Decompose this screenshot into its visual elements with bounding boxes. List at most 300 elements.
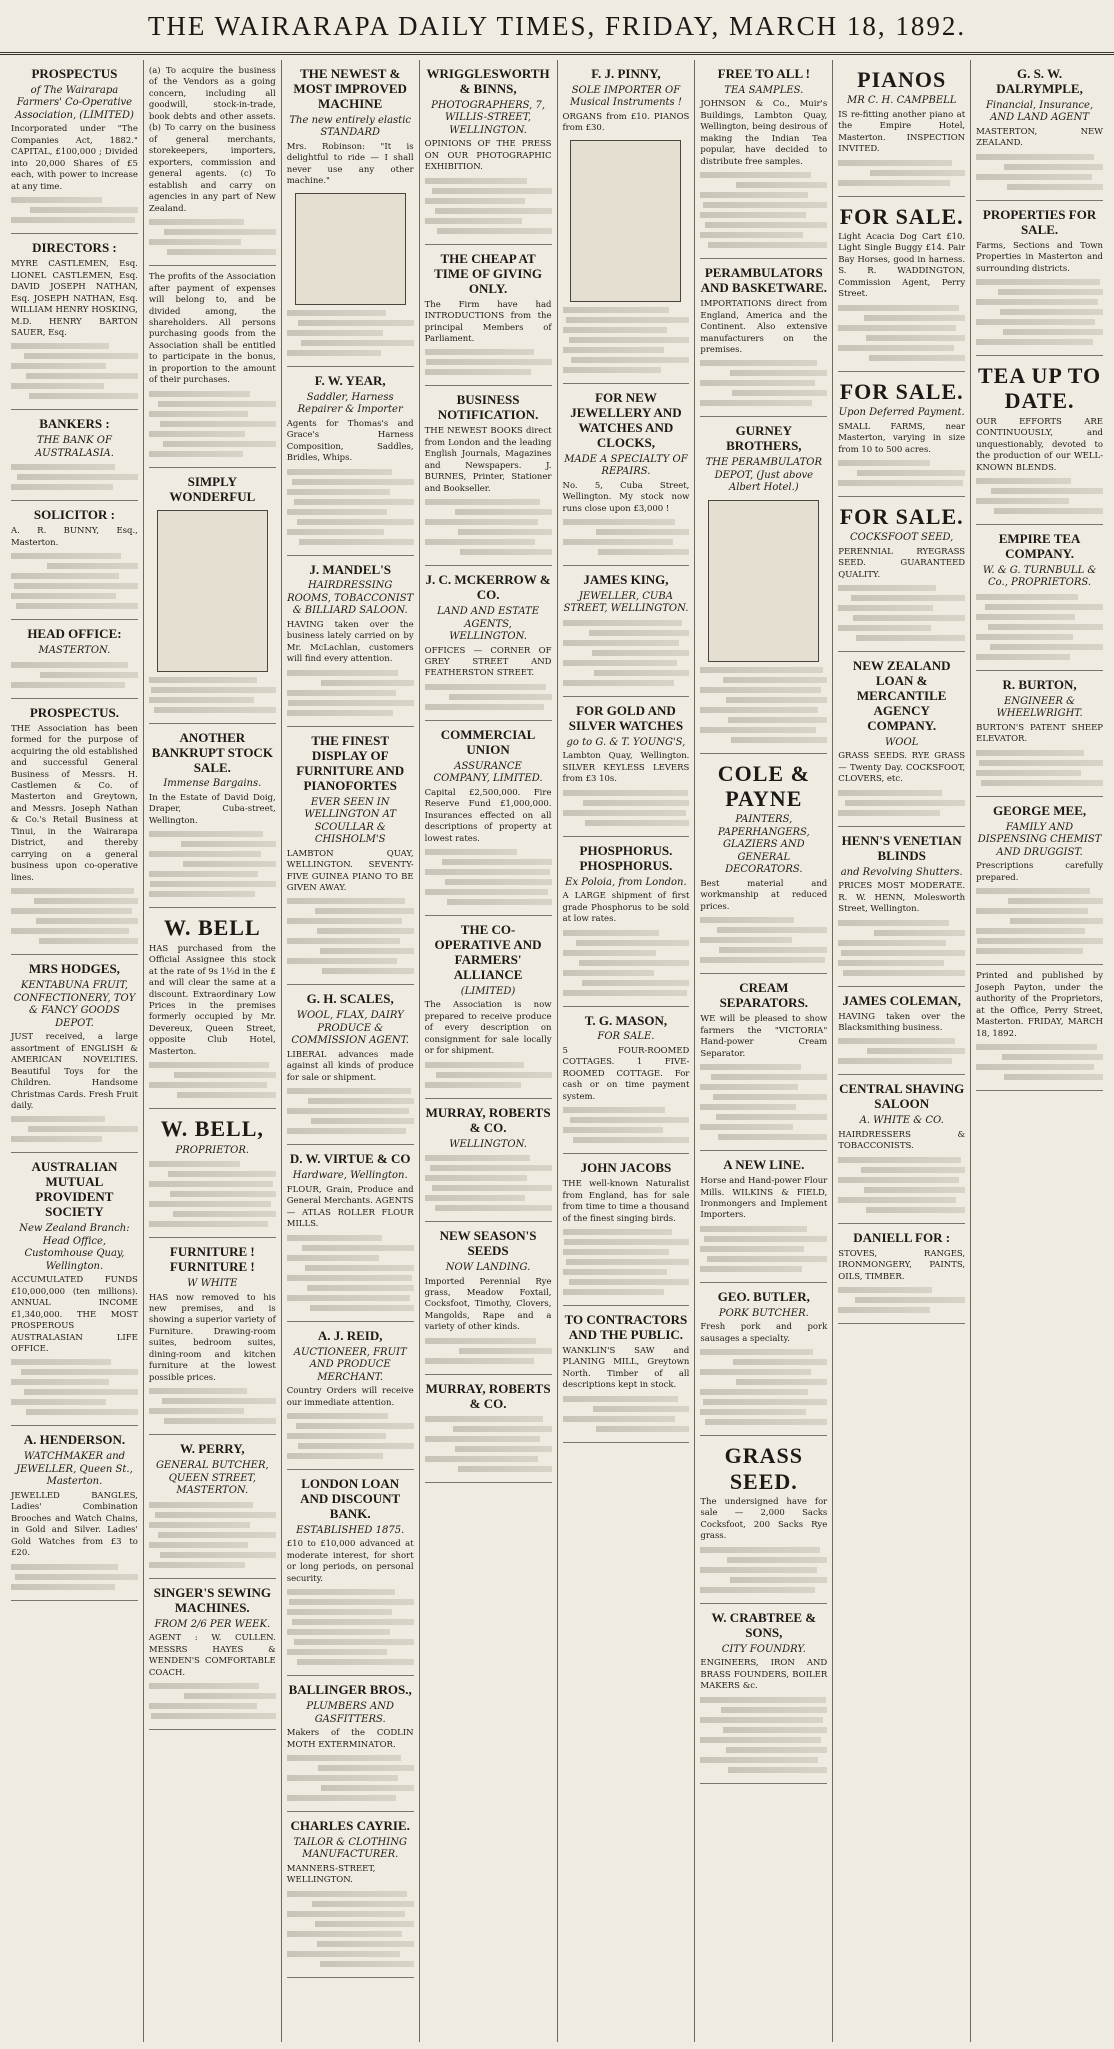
advertisement (425, 386, 552, 566)
masthead (0, 0, 1114, 55)
small-print (700, 1226, 827, 1272)
advertisement (11, 60, 138, 234)
ad-head: FOR SALE. (839, 378, 964, 404)
small-print (976, 478, 1103, 514)
engraving-illustration (157, 510, 268, 672)
small-print (149, 1161, 276, 1227)
ad-head: PERAMBULATORS AND BASKETWARE. (700, 265, 828, 296)
advertisement (11, 234, 138, 410)
ad-body: Farms, Sections and Town Properties in Masterton and surrounding districts. (976, 240, 1103, 274)
ad-head: THE CO-OPERATIVE AND FARMERS' ALLIANCE (434, 922, 542, 982)
ad-body: THE Association has been formed for the purpose of acquiring the old established and successful General Business of Messrs. H. Castlemen & Co. of Masterton and Greytown, and Messrs. Joseph Nathan & Co.'s Retail Business at Tinui, in the Wairarapa District, and thereby carrying on a general business upon co-operative lines. (11, 723, 138, 883)
small-print (838, 305, 965, 361)
ad-head: MURRAY, ROBERTS & CO. (425, 1104, 551, 1135)
small-print (838, 460, 965, 486)
small-print (838, 585, 965, 641)
ad-body: £10 to £10,000 advanced at moderate interest, for short or long periods, on personal security. (286, 1539, 414, 1584)
ad-sub: KENTABUNA FRUIT, CONFECTIONERY, TOY & FANCY GOODS DEPOT. (13, 980, 136, 1029)
small-print (149, 391, 276, 457)
ad-sub: ESTABLISHED 1875. (296, 1524, 405, 1536)
advertisement (287, 727, 414, 986)
column-7 (833, 60, 971, 2042)
ad-body: STOVES, RANGES, IRONMONGERY, PAINTS, OILS, TIMBER. (838, 1248, 966, 1282)
ad-body: Prescriptions carefully prepared. (976, 861, 1103, 883)
ad-sub: Upon Deferred Payment. (838, 407, 965, 419)
ad-sub: THE PERAMBULATOR DEPOT, (Just above Albert Hotel.) (705, 457, 822, 494)
ad-head: W. BELL (163, 915, 261, 941)
advertisement (700, 60, 827, 259)
small-print (700, 1697, 827, 1773)
advertisement (287, 1145, 414, 1321)
column-5 (558, 60, 696, 2042)
ad-body: BURTON'S PATENT SHEEP ELEVATOR. (976, 722, 1103, 745)
advertisement (149, 468, 276, 724)
ad-body: MASTERTON, NEW ZEALAND. (976, 126, 1103, 149)
ad-head: J. C. MCKERROW & CO. (425, 572, 551, 603)
ad-head: LONDON LOAN AND DISCOUNT BANK. (300, 1475, 401, 1521)
ad-head: GEORGE MEE, (992, 802, 1087, 818)
ad-body: Capital £2,500,000. Fire Reserve Fund £1,000,000. Insurances effected on all descriptions of property at lowest rates. (424, 787, 552, 844)
ad-sub: HAIRDRESSING ROOMS, TOBACCONIST & BILLIARD SALOON. (287, 580, 414, 617)
small-print (838, 1038, 965, 1064)
ad-body: HAVING taken over the business lately carried on by Mr. McLachlan, customers will find every attention. (286, 619, 414, 665)
small-print (287, 1413, 414, 1459)
ad-head: GRASS SEED. (724, 1443, 803, 1494)
advertisement (700, 259, 827, 417)
ad-sub: MASTERTON. (38, 645, 111, 657)
advertisement (838, 1224, 965, 1324)
advertisement (149, 1579, 276, 1730)
ad-body: OUR EFFORTS ARE CONTINUOUSLY, and unquestionably, devoted to the production of our WELL-KNOWN BLENDS. (976, 416, 1103, 473)
ad-body: Light Acacia Dog Cart £10. Light Single Buggy £14. Pair Bay Horses, good in harness. S. R. WADDINGTON, Commission Agent, Perry Street. (838, 231, 966, 300)
ad-head: NEW ZEALAND LOAN & MERCANTILE AGENCY COMPANY. (852, 658, 951, 733)
ad-sub: MR C. H. CAMPBELL (846, 95, 957, 107)
ad-head: A. J. REID, (317, 1327, 383, 1343)
ad-head: W. BELL, (160, 1116, 264, 1142)
ad-sub: FOR SALE. (597, 1031, 655, 1043)
small-print (838, 160, 965, 186)
advertisement (149, 1109, 276, 1238)
advertisement (149, 60, 276, 266)
ad-head: F. J. PINNY, (591, 66, 661, 81)
ad-head: HEAD OFFICE: (27, 626, 122, 642)
small-print (563, 790, 690, 826)
advertisement (11, 410, 138, 501)
small-print (838, 920, 965, 976)
ad-body: The profits of the Association after payment of expenses will belong to, and be divided among, the shareholders. All persons purchasing goods from the Association shall be entitled to participate in the bonus, in proportion to the amount of their purchases. (148, 272, 276, 386)
ad-sub: CITY FOUNDRY. (721, 1643, 806, 1655)
ad-sub: go to G. & T. YOUNG'S, (566, 736, 686, 748)
ad-body: Mrs. Robinson: "It is delightful to ride — I shall never use any other machine." (286, 141, 414, 187)
advertisement (563, 1007, 690, 1155)
small-print (11, 1359, 138, 1415)
ad-body: The undersigned have for sale — 2,000 Sacks Cocksfoot, 200 Sacks Rye grass. (700, 1496, 828, 1542)
ad-body: IS re-fitting another piano at the Empire Hotel, Masterton. INSPECTION INVITED. (838, 109, 966, 155)
small-print (287, 1589, 414, 1665)
small-print (425, 349, 552, 375)
ad-body: PRICES MOST MODERATE. R. W. HENN, Molesworth Street, Wellington. (838, 881, 966, 915)
advertisement (838, 60, 965, 197)
ad-head: ANOTHER BANKRUPT STOCK SALE. (151, 729, 273, 775)
ad-body: PERENNIAL RYEGRASS SEED. GUARANTEED QUALITY. (838, 546, 966, 580)
advertisement (287, 1470, 414, 1676)
ad-head: FOR GOLD AND SILVER WATCHES (568, 702, 684, 733)
small-print (425, 684, 552, 710)
small-print (425, 849, 552, 905)
ad-sub: Hardware, Wellington. (292, 1170, 408, 1182)
small-print (11, 197, 138, 223)
ad-sub: W WHITE (187, 1278, 238, 1290)
ad-sub: PORK BUTCHER. (718, 1307, 809, 1319)
advertisement (838, 652, 965, 827)
engraving-illustration (295, 193, 406, 305)
ad-body: IMPORTATIONS direct from England, America and the Continent. Also extensive manufacturers on the premises. (700, 299, 828, 355)
ad-head: D. W. VIRTUE & CO (289, 1151, 411, 1167)
small-print (287, 1088, 414, 1134)
ad-body: WE will be pleased to show farmers the "VICTORIA" Hand-power Cream Separator. (700, 1014, 828, 1059)
advertisement (563, 1306, 690, 1443)
ad-body: HAS purchased from the Official Assignee this stock at the rate of 9s 1½d in the £ and will clear the same at a discount. Extraordinary Low Prices in the premises formerly occupied by Mr. Devereux, Queen Street, opposite Club Hotel, Masterton. (148, 943, 276, 1057)
small-print (838, 1287, 965, 1313)
ad-sub: WOOL (885, 736, 919, 748)
ad-body: HAS now removed to his new premises, and is showing a superior variety of Furniture. Drawing-room suites, bedroom suites, dining-room and kitchen furniture at the lowest possible prices. (148, 1292, 276, 1383)
small-print (976, 1044, 1103, 1080)
ad-body: Imported Perennial Rye grass, Meadow Foxtail, Cocksfoot, Timothy, Clovers, Mangolds, Rape and a variety of other kinds. (424, 1276, 552, 1333)
ad-sub: WELLINGTON. (449, 1138, 527, 1150)
small-print (149, 1388, 276, 1424)
small-print (287, 1755, 414, 1801)
ad-head: TEA UP TO DATE. (978, 363, 1102, 414)
advertisement (700, 754, 827, 975)
ad-head: PHOSPHORUS. PHOSPHORUS. (579, 842, 673, 873)
advertisement (287, 1676, 414, 1812)
ad-body: Printed and published by Joseph Payton, under the authority of the Proprietors, at the Office, Perry Street, Masterton. FRIDAY, MARCH 18, 1892. (976, 971, 1103, 1039)
ad-head: AUSTRALIAN MUTUAL PROVIDENT SOCIETY (31, 1159, 118, 1220)
ad-head: MURRAY, ROBERTS & CO. (425, 1380, 551, 1411)
advertisement (425, 1222, 552, 1375)
ad-body: HAIRDRESSERS & TOBACCONISTS. (838, 1129, 966, 1152)
ad-sub: A. WHITE & CO. (859, 1115, 944, 1127)
ad-head: BUSINESS NOTIFICATION. (437, 392, 539, 423)
ad-sub: ASSURANCE COMPANY, LIMITED. (433, 760, 543, 785)
ad-sub: Immense Bargains. (163, 778, 262, 790)
advertisement (149, 724, 276, 909)
ad-sub: EVER SEEN IN WELLINGTON AT SCOULLAR & CHISHOLM'S (304, 796, 397, 846)
ad-head: G. S. W. DALRYMPLE, (996, 66, 1083, 96)
small-print (700, 917, 827, 963)
small-print (976, 888, 1103, 954)
ad-head: FOR SALE. (839, 203, 964, 229)
ad-body: Fresh pork and pork sausages a specialty. (700, 1322, 828, 1344)
small-print (700, 1064, 827, 1140)
advertisement (700, 1436, 827, 1603)
ad-body: ENGINEERS, IRON AND BRASS FOUNDERS, BOILER MAKERS &c. (700, 1658, 828, 1692)
ad-head: A NEW LINE. (723, 1157, 805, 1173)
small-print (425, 499, 552, 555)
ad-sub: (LIMITED) (460, 985, 516, 997)
ad-sub: FAMILY AND DISPENSING CHEMIST AND DRUGGIST. (977, 821, 1102, 858)
advertisement (149, 266, 276, 468)
advertisement (563, 60, 690, 384)
ad-head: SOLICITOR : (33, 507, 115, 523)
small-print (149, 831, 276, 897)
column-4 (420, 60, 558, 2042)
advertisement (838, 827, 965, 987)
masthead-title: THE WAIRARAPA DAILY TIMES, FRIDAY, MARCH 18, 1892. (147, 11, 967, 41)
small-print (563, 620, 690, 686)
ad-head: W. CRABTREE & SONS, (711, 1609, 817, 1640)
ad-head: TO CONTRACTORS AND THE PUBLIC. (564, 1312, 688, 1343)
advertisement (425, 1375, 552, 1483)
ad-sub: New Zealand Branch: Head Office, Customhouse Quay, Wellington. (19, 1223, 130, 1272)
ad-body: MYRE CASTLEMEN, Esq. LIONEL CASTLEMEN, Esq. DAVID JOSEPH NATHAN, Esq. JOSEPH NATHAN, Esq. WILLIAM HENRY HOSKING, M.D. HENRY BARTON SAUER, Esq. (11, 259, 138, 338)
advertisement (976, 201, 1103, 356)
advertisement (11, 955, 138, 1153)
advertisement (287, 556, 414, 727)
ad-sub: PROPRIETOR. (175, 1144, 250, 1156)
advertisement (287, 1812, 414, 1978)
advertisement (287, 1322, 414, 1470)
ad-body: SMALL FARMS, near Masterton, varying in size from 10 to 500 acres. (838, 421, 966, 455)
engraving-illustration (570, 140, 681, 302)
ad-head: DANIELL FOR : (853, 1229, 951, 1245)
ad-body: LIBERAL advances made against all kinds of produce for sale or shipment. (286, 1049, 414, 1083)
ad-head: GEO. BUTLER, (717, 1288, 810, 1304)
small-print (563, 930, 690, 996)
ad-head: R. BURTON, (1002, 676, 1077, 692)
ad-sub: of The Wairarapa Farmers' Co-Operative Association, (LIMITED) (15, 84, 134, 121)
ad-head: BANKERS : (39, 416, 110, 432)
ad-head: DIRECTORS : (32, 240, 117, 256)
ad-sub: SOLE IMPORTER OF Musical Instruments ! (569, 84, 682, 109)
ad-sub: ENGINEER & WHEELWRIGHT. (996, 695, 1083, 720)
ad-head: THE CHEAP AT TIME OF GIVING ONLY. (434, 250, 542, 296)
ad-body: JEWELLED BANGLES, Ladies' Combination Brooches and Watch Chains, in Gold and Silver. Ladies' Gold Watches from £3 to £20. (11, 1490, 138, 1559)
advertisement (838, 372, 965, 497)
small-print (700, 172, 827, 248)
small-print (425, 1416, 552, 1472)
ad-head: EMPIRE TEA COMPANY. (998, 531, 1081, 561)
ad-head: COLE & PAYNE (717, 760, 810, 812)
small-print (11, 662, 138, 688)
advertisement (976, 60, 1103, 201)
ad-head: CENTRAL SHAVING SALOON (839, 1081, 965, 1112)
ad-sub: JEWELLER, CUBA STREET, WELLINGTON. (563, 590, 689, 615)
small-print (287, 469, 414, 545)
ad-body: OPINIONS OF THE PRESS ON OUR PHOTOGRAPHIC EXHIBITION. (424, 139, 552, 173)
ad-body: Makers of the CODLIN MOTH EXTERMINATOR. (286, 1728, 414, 1750)
advertisement (563, 837, 690, 1007)
ad-sub: Financial, Insurance, AND LAND AGENT (985, 99, 1094, 124)
advertisement (700, 1604, 827, 1784)
ad-head: GURNEY BROTHERS, (726, 423, 802, 454)
advertisement (11, 1426, 138, 1600)
ad-sub: WATCHMAKER and JEWELLER, Queen St., Masterton. (16, 1451, 133, 1488)
small-print (838, 790, 965, 816)
ad-body: Agents for Thomas's and Grace's Harness Composition, Saddles, Bridles, Whips. (286, 418, 414, 464)
ad-head: THE FINEST DISPLAY OF FURNITURE AND PIANOFORTES (296, 732, 405, 793)
ad-sub: and Revolving Shutters. (840, 866, 963, 878)
small-print (149, 677, 276, 713)
column-6 (695, 60, 833, 2042)
advertisement (700, 417, 827, 753)
ad-body: A LARGE shipment of first grade Phosphorus to be sold at low rates. (562, 891, 690, 925)
ad-sub: MADE A SPECIALTY OF REPAIRS. (564, 453, 688, 478)
ad-body: 5 FOUR-ROOMED COTTAGES. 1 FIVE-ROOMED COTTAGE. For cash or on time payment system. (562, 1045, 690, 1102)
ad-body: The Firm have had INTRODUCTIONS from the principal Members of Parliament. (424, 299, 552, 344)
advertisement (563, 566, 690, 697)
advertisement (838, 987, 965, 1076)
advertisement (425, 1099, 552, 1222)
advertisement (976, 671, 1103, 797)
small-print (563, 307, 690, 373)
small-print (287, 898, 414, 974)
small-print (838, 1157, 965, 1213)
ad-head: WRIGGLESWORTH & BINNS, (426, 66, 550, 96)
small-print (976, 279, 1103, 345)
advertisement (700, 974, 827, 1151)
small-print (976, 750, 1103, 786)
advertisement (976, 797, 1103, 965)
ad-head: NEW SEASON'S SEEDS (439, 1228, 537, 1259)
small-print (700, 1547, 827, 1593)
ad-body: No. 5, Cuba Street, Wellington. My stock now runs close upon £3,000 ! (562, 480, 690, 514)
small-print (563, 1396, 690, 1432)
advertisement (11, 1153, 138, 1426)
ad-sub: Saddler, Harness Repairer & Importer (297, 391, 403, 416)
small-print (287, 310, 414, 356)
ad-body: OFFICES — CORNER OF GREY STREET AND FEATHERSTON STREET. (424, 645, 552, 679)
small-print (700, 360, 827, 406)
column-8 (971, 60, 1108, 2042)
advertisement (838, 497, 965, 652)
small-print (149, 1062, 276, 1098)
ad-sub: NOW LANDING. (445, 1262, 531, 1273)
ad-body: WANKLIN'S SAW and PLANING MILL, Greytown North. Timber of all descriptions kept in stock. (562, 1346, 690, 1391)
ad-sub: COCKSFOOT SEED, (850, 532, 954, 544)
small-print (149, 1683, 276, 1719)
advertisement (287, 60, 414, 367)
ad-body: Horse and Hand-power Flour Mills. WILKINS & FIELD, Ironmongers and Implement Importers. (700, 1176, 828, 1221)
small-print (425, 178, 552, 234)
ad-head: BALLINGER BROS., (288, 1682, 412, 1698)
ad-head: FURNITURE ! FURNITURE ! (169, 1244, 255, 1275)
small-print (976, 594, 1103, 660)
ad-head: JAMES COLEMAN, (842, 992, 961, 1008)
ad-sub: W. & G. TURNBULL & Co., PROPRIETORS. (982, 564, 1097, 589)
ad-body: The Association is now prepared to receive produce of every description on consignment for sale locally or for shipment. (424, 1000, 552, 1057)
advertisement (287, 367, 414, 556)
small-print (976, 154, 1103, 190)
column-1 (6, 60, 144, 2042)
ad-head: A. HENDERSON. (23, 1432, 126, 1448)
ad-head: MRS HODGES, (28, 961, 120, 977)
advertisement (149, 908, 276, 1109)
advertisement (700, 1283, 827, 1436)
advertisement (11, 620, 138, 698)
ad-head: PIANOS (857, 67, 947, 92)
advertisement (563, 697, 690, 837)
ad-head: CHARLES CAYRIE. (290, 1818, 410, 1834)
small-print (11, 1116, 138, 1142)
ad-head: HENN'S VENETIAN BLINDS (841, 832, 962, 863)
ad-body: Best material and workmanship at reduced prices. (700, 878, 828, 912)
small-print (287, 1891, 414, 1967)
ad-body: HAVING taken over the Blacksmithing business. (838, 1011, 966, 1033)
ad-head: F. W. YEAR, (314, 372, 386, 388)
ad-body: AGENT : W. CULLEN. MESSRS HAYES & WENDEN'S COMFORTABLE COACH. (148, 1633, 276, 1678)
small-print (287, 1235, 414, 1311)
advertisement (838, 197, 965, 372)
small-print (700, 1349, 827, 1425)
ad-sub: PAINTERS, PAPERHANGERS, GLAZIERS AND GENERAL DECORATORS. (717, 814, 810, 876)
small-print (11, 1564, 138, 1590)
small-print (11, 553, 138, 609)
advertisement (149, 1435, 276, 1578)
column-3 (282, 60, 420, 2042)
advertisement (11, 699, 138, 956)
advertisement (149, 1238, 276, 1435)
ad-body: GRASS SEEDS. RYE GRASS — Twenty Day. COCKSFOOT, CLOVERS, etc. (838, 751, 966, 785)
ad-sub: TEA SAMPLES. (724, 84, 804, 96)
ad-body: A. R. BUNNY, Esq., Masterton. (11, 526, 138, 548)
ad-body: ORGANS from £10. PIANOS from £30. (562, 111, 690, 134)
ad-head: G. H. SCALES, (306, 991, 394, 1007)
small-print (149, 219, 276, 255)
advertisement (700, 1151, 827, 1283)
ad-head: THE NEWEST & MOST IMPROVED MACHINE (293, 66, 407, 111)
ad-body: Incorporated under "The Companies Act, 1882." CAPITAL, £100,000 ; Divided into 20,000 Shares of £5 each, with power to increase at any time. (11, 124, 138, 192)
ad-head: COMMERCIAL UNION (440, 726, 536, 757)
ad-body: In the Estate of David Doig, Draper, Cuba-street, Wellington. (148, 792, 276, 826)
ad-sub: PLUMBERS AND GASFITTERS. (306, 1701, 395, 1725)
ad-body: Country Orders will receive our immediate attention. (286, 1386, 414, 1408)
ad-body: (a) To acquire the business of the Vendors as a going concern, including all goodwill, stock-in-trade, book debts and other assets. (b) To carry on the business of general merchants, storekeepers, importers, exporters, commission and general agents. (c) To establish and carry on agencies in any part of New Zealand. (148, 66, 276, 214)
ad-head: JOHN JACOBS (580, 1160, 672, 1176)
ad-sub: LAND AND ESTATE AGENTS, WELLINGTON. (437, 606, 540, 643)
ad-body: ACCUMULATED FUNDS £10,000,000 (ten millions). ANNUAL INCOME £1,340,000. THE MOST PROSPEROUS AUSTRALASIAN LIFE OFFICE. (11, 1275, 138, 1354)
ad-head: SIMPLY WONDERFUL (169, 473, 256, 504)
ad-body: Lambton Quay, Wellington. SILVER KEYLESS LEVERS from £3 10s. (562, 751, 690, 785)
small-print (425, 1155, 552, 1211)
ad-sub: FROM 2/6 PER WEEK. (154, 1618, 271, 1630)
ad-body: FLOUR, Grain, Produce and General Merchants. AGENTS — ATLAS ROLLER FLOUR MILLS. (286, 1184, 414, 1230)
ad-head: CREAM SEPARATORS. (719, 980, 809, 1011)
ad-sub: AUCTIONEER, FRUIT AND PRODUCE MERCHANT. (293, 1346, 407, 1383)
ad-head: PROPERTIES FOR SALE. (982, 206, 1097, 237)
ad-head: T. G. MASON, (584, 1012, 668, 1028)
advertisement (976, 525, 1103, 671)
advertisement (425, 566, 552, 721)
advertisement (425, 60, 552, 245)
advertisement (976, 356, 1103, 525)
advertisement (838, 1075, 965, 1223)
small-print (11, 888, 138, 944)
ad-head: SINGER'S SEWING MACHINES. (153, 1584, 272, 1615)
small-print (563, 519, 690, 555)
advertisement (425, 245, 552, 387)
advertisement (11, 501, 138, 620)
ad-head: J. MANDEL'S (309, 561, 391, 577)
ad-head: FREE TO ALL ! (717, 66, 810, 81)
small-print (425, 1338, 552, 1364)
ad-sub: TAILOR & CLOTHING MANUFACTURER. (293, 1836, 407, 1861)
ad-sub: Ex Poloia, from London. (565, 876, 687, 888)
ad-body: LAMBTON QUAY, WELLINGTON. SEVENTY-FIVE GUINEA PIANO TO BE GIVEN AWAY. (286, 848, 414, 893)
small-print (287, 670, 414, 716)
small-print (563, 1107, 690, 1143)
advertisement (425, 721, 552, 916)
